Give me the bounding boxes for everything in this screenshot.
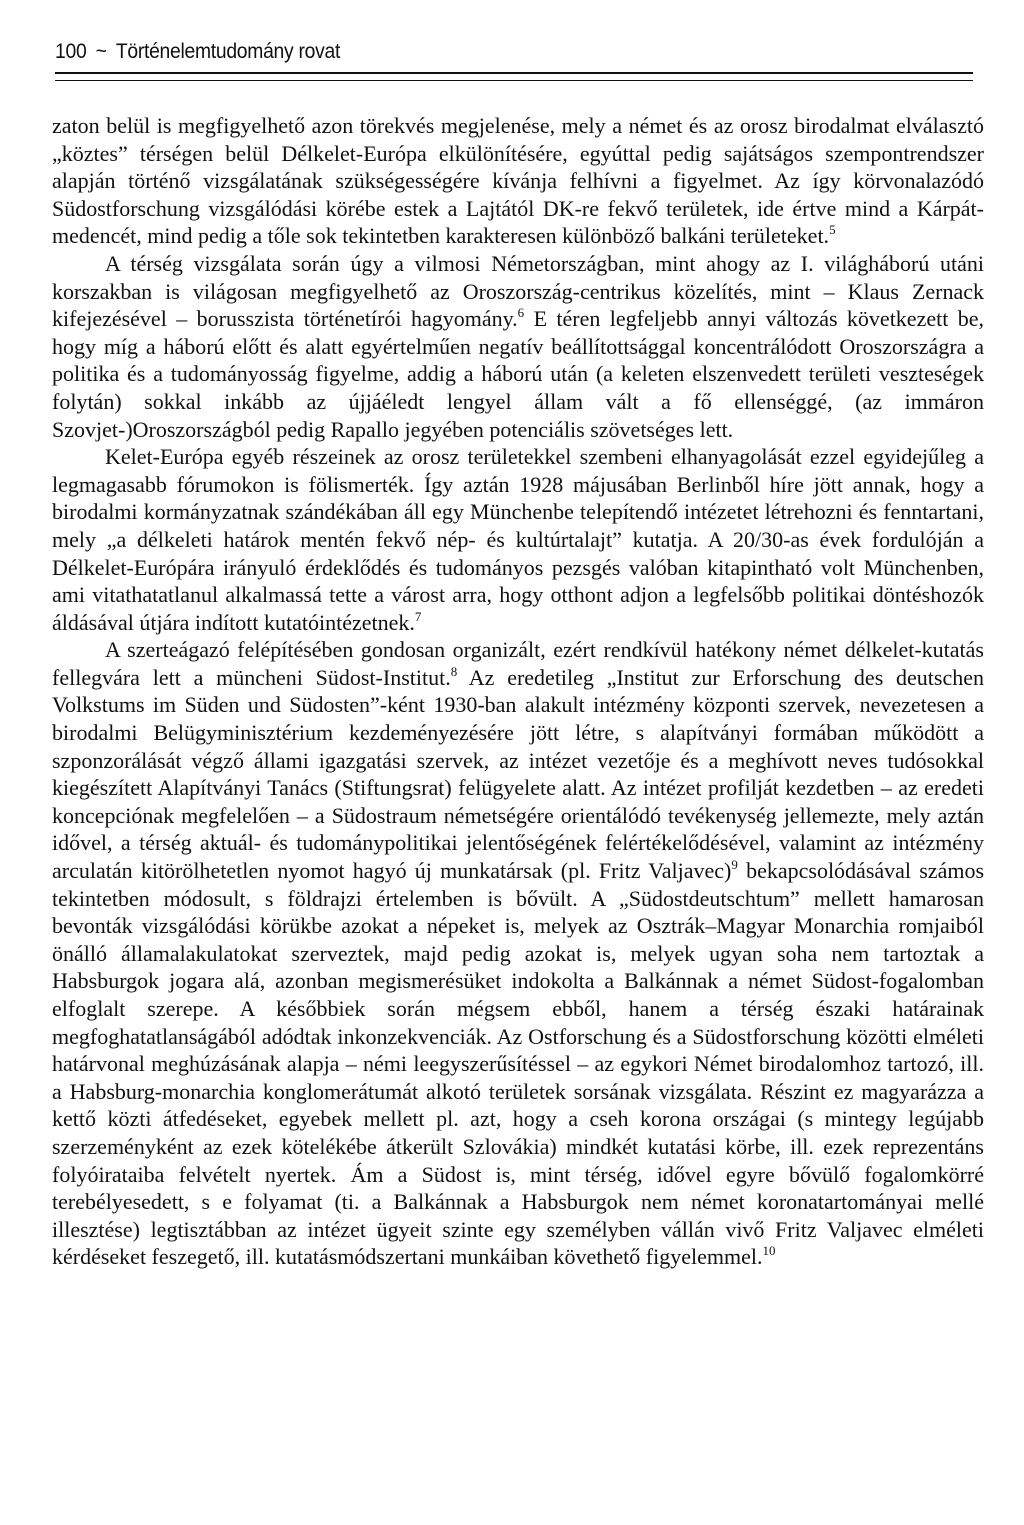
header-separator: ~ — [95, 40, 107, 63]
paragraph-text: bekapcsolódásával számos tekintetben módosult, s földrajzi értelemben is bővült. A „Südostdeutschtum” mellett hamarosan bevonták vizsgálódási körükbe azokat a népeket is, melyek az Osztrák–Magyar Monarchia romjaiból önálló államalakulatokat szerveztek, majd pedig azokat is, melyek ugyan soha nem tartoztak a Habsburgok jogara alá, azonban megismerésüket indokolta a Balkánnak a német Südost-fogalomban elfoglalt szerepe. A későbbiek során mégsem ebből, hanem a térség északi határainak megfoghatatlanságából adódtak inkonzekvenciák. Az Ostforschung és a Südostforschung közötti elméleti határvonal meghúzásának alapja – némi leegyszerűsítéssel – az egykori Német birodalomhoz tartozó, ill. a Habsburg-monarchia konglomerátumát alkotó területek sorsának vizsgálata. Részint ez magyarázza a kettő közti átfedéseket, egyebek mellett pl. azt, hogy a cseh korona országai (s mintegy legújabb szerzeményként az ezek kötelékébe átkerült Szlovákia) mindkét kutatási körbe, ill. ezek reprezentáns folyóirataiba felvételt nyertek. Ám a Südost is, mint térség, idővel egyre bővülő fogalomkörré terebélyesedett, s e folyamat (ti. a Balkánnak a Habsburgok nem német koronatartományai mellé illesztése) legtisztábban az intézet ügyeit szinte egy személyben vállán vivő Fritz Valjavec elméleti kérdéseket feszegető, ill. kutatásmódszertani munkáiban követhető figyelemmel. — [52, 858, 985, 1270]
paragraph — [52, 250, 984, 443]
paragraph-text: E téren legfeljebb annyi változás következett be, hogy míg a háború előtt és alatt egyértelműen negatív beállítottsággal koncentrálódott Oroszországra a politika és a tudományosság figyelme, addig a háború után (a keleten elszenvedett területi veszteségek folytán) sokkal inkább az újjáéledt lengyel állam vált a fő ellenséggé, (az immáron Szovjet-)Oroszországból pedig Rapallo jegyében potenciális szövetséges lett. — [52, 306, 984, 442]
paragraph-text: A térség vizsgálata során úgy a vilmosi Németországban, mint ahogy az I. világháború utáni korszakban is világosan megfigyelhető az Oroszország-centrikus közelítés, mint – Klaus Zernack kifejezésével – borusszista történetírói hagyomány. — [52, 250, 984, 332]
paragraph — [52, 443, 984, 636]
footnote-ref: 10 — [762, 1243, 776, 1259]
footnote-ref: 6 — [517, 305, 525, 321]
paragraph-text: Kelet-Európa egyéb részeinek az orosz területekkel szembeni elhanyagolását ezzel egyidejűleg a legmagasabb fórumokon is fölismerték. Így aztán 1928 májusában Berlinből híre jött annak, hogy a birodalmi kormányzatnak szándékában áll egy Münchenbe telepítendő intézetet létrehozni és fenntartani, mely „a délkeleti határok mentén fekvő nép- és kultúrtalajt” kutatja. A 20/30-as évek fordulóján a Délkelet-Európára irányuló érdeklődés és tudományos pezsgés valóban kitapintható volt Münchenben, ami vitathatatlanul alkalmassá tette a várost arra, hogy otthont adjon a legfelsőbb politikai döntéshozók áldásával útjára indított kutatóintézetnek. — [52, 444, 984, 635]
header-rule-thin — [55, 80, 973, 81]
paragraph — [52, 112, 984, 250]
running-header — [55, 40, 900, 64]
footnote-ref: 8 — [450, 663, 458, 679]
header-rule-thick — [55, 72, 973, 74]
paragraph-text: A szerteágazó felépítésében gondosan organizált, ezért rendkívül hatékony német délkelet-kutatás fellegvára lett a müncheni Südost-Institut. — [52, 637, 984, 690]
paragraph-text: zaton belül is megfigyelhető azon törekvés megjelenése, mely a német és az orosz birodalmat elválasztó „köztes” térségen belül Délkelet-Európa elkülönítésére, egyúttal pedig sajátságos szempontrendszer alapján történő vizsgálatának szükségességére kívánja felhívni a figyelmet. Az így körvonalazódó Südostforschung vizsgálódási körébe estek a Lajtától DK-re fekvő területek, ide értve mind a Kárpát-medencét, mind pedig a tőle sok tekintetben karakteresen különböző balkáni területeket. — [52, 113, 984, 249]
paragraph — [52, 636, 984, 1271]
page-number: 100 — [55, 40, 87, 63]
footnote-ref: 7 — [414, 608, 422, 624]
body-text — [52, 112, 984, 1271]
footnote-ref: 9 — [731, 857, 738, 873]
section-title: Történelemtudomány rovat — [115, 40, 341, 63]
footnote-ref: 5 — [829, 222, 836, 238]
paragraph-text: Az eredetileg „Institut zur Erforschung des deutschen Volkstums im Süden und Südosten”-ként 1930-ban alakult intézmény központi szervek, nevezetesen a birodalmi Belügyminisztérium kezdeményezésére jött létre, s alapítványi formában működött a szponzorálását végző állami igazgatási szervek, az intézet vezetője és a meghívott neves tudósokkal kiegészített Alapítványi Tanács (Stiftungsrat) felügyelete alatt. Az intézet profilját kezdetben – az eredeti koncepciónak megfelelően – a Südostraum németségére orientálódó tevékenység jellemezte, mely aztán idővel, a térség aktuál- és tudománypolitikai jelentőségének felértékelődésével, valamint az intézmény arculatán kitörölhetetlen nyomot hagyó új munkatársak (pl. Fritz Valjavec) — [52, 664, 984, 884]
